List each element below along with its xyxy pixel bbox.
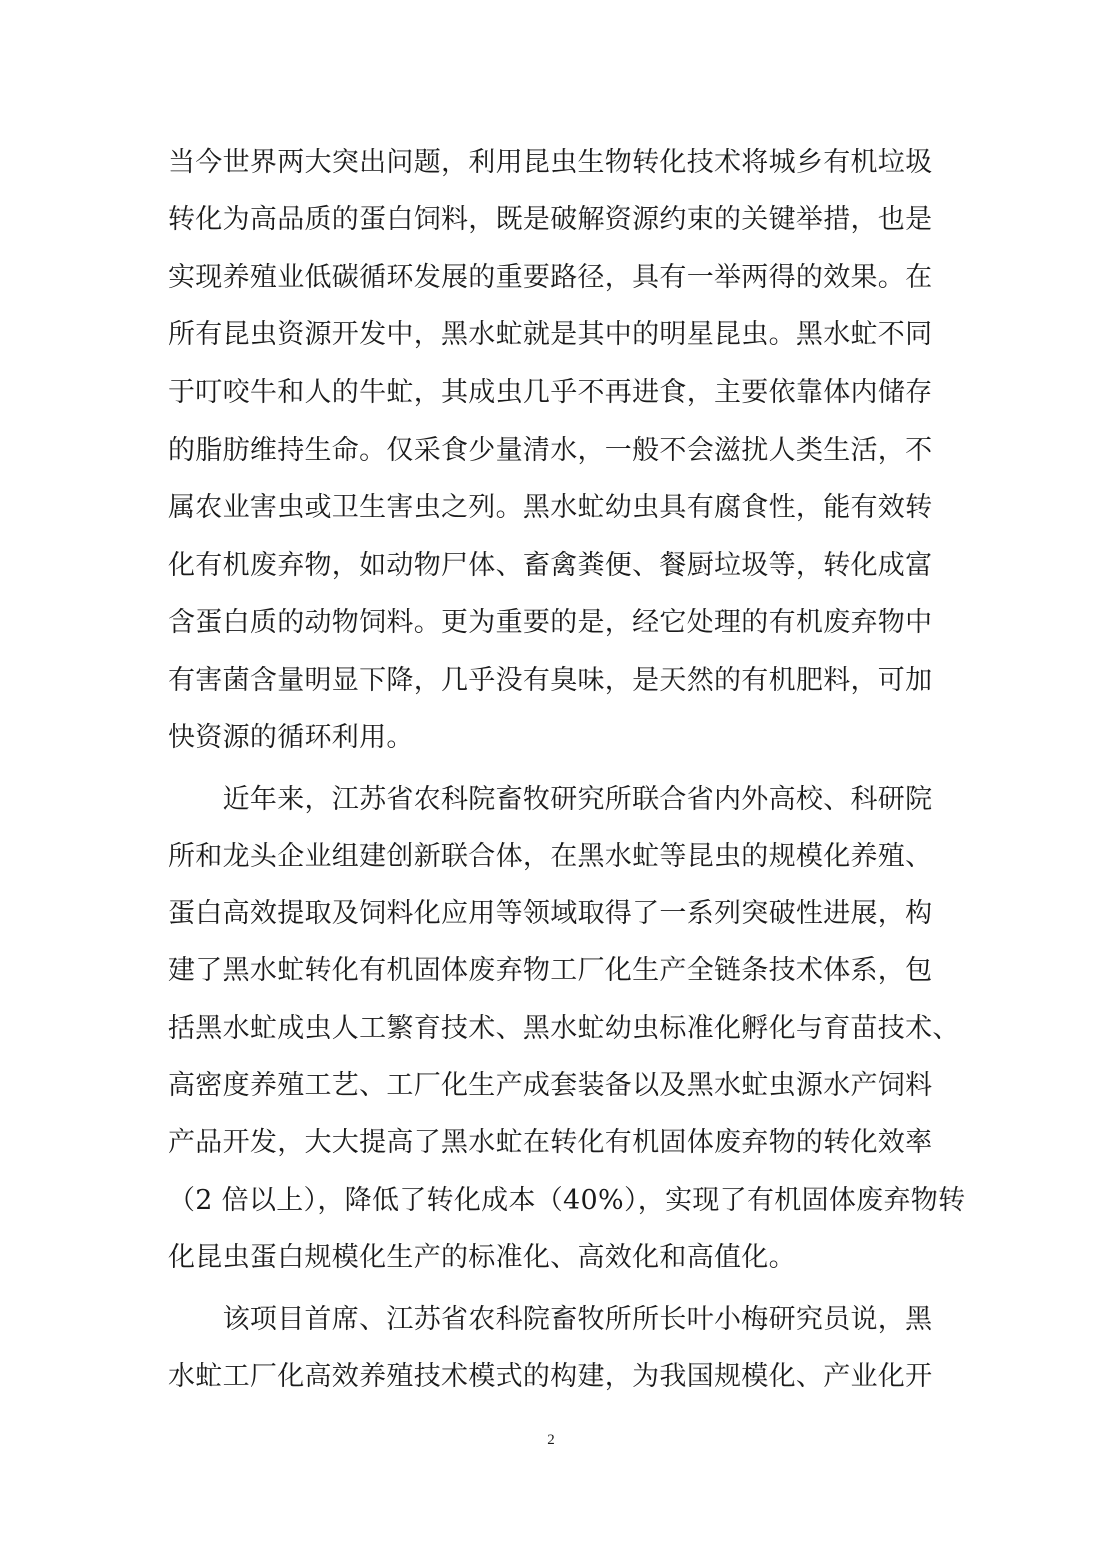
text-line: 括黑水虻成虫人工繁育技术、黑水虻幼虫标准化孵化与育苗技术、 (168, 1013, 960, 1044)
text-line: 化昆虫蛋白规模化生产的标准化、高效化和高值化。 (168, 1242, 796, 1273)
text-line: 于叮咬牛和人的牛虻，其成虫几乎不再进食，主要依靠体内储存 (168, 377, 933, 408)
text-line: 建了黑水虻转化有机固体废弃物工厂化生产全链条技术体系，包 (168, 955, 933, 986)
text-line: 化有机废弃物，如动物尸体、畜禽粪便、餐厨垃圾等，转化成富 (168, 550, 933, 581)
text-line: （2 倍以上），降低了转化成本（40%），实现了有机固体废弃物转 (168, 1185, 966, 1216)
text-line: 高密度养殖工艺、工厂化生产成套装备以及黑水虻虫源水产饲料 (168, 1070, 933, 1101)
text-line: 水虻工厂化高效养殖技术模式的构建，为我国规模化、产业化开 (168, 1361, 933, 1392)
text-line: 快资源的循环利用。 (168, 722, 414, 753)
text-line: 所有昆虫资源开发中，黑水虻就是其中的明星昆虫。黑水虻不同 (168, 319, 933, 350)
text-line: 实现养殖业低碳循环发展的重要路径，具有一举两得的效果。在 (168, 262, 933, 293)
text-line: 蛋白高效提取及饲料化应用等领域取得了一系列突破性进展，构 (168, 898, 933, 929)
text-line: 的脂肪维持生命。仅采食少量清水，一般不会滋扰人类生活，不 (168, 435, 933, 466)
page-number: 2 (547, 1432, 555, 1448)
text-line: 属农业害虫或卫生害虫之列。黑水虻幼虫具有腐食性，能有效转 (168, 492, 933, 523)
text-line: 有害菌含量明显下降，几乎没有臭味，是天然的有机肥料，可加 (168, 665, 933, 696)
text-line: 含蛋白质的动物饲料。更为重要的是，经它处理的有机废弃物中 (168, 607, 933, 638)
text-line: 转化为高品质的蛋白饲料，既是破解资源约束的关键举措，也是 (168, 204, 933, 235)
text-line: 所和龙头企业组建创新联合体，在黑水虻等昆虫的规模化养殖、 (168, 841, 933, 872)
text-line: 该项目首席、江苏省农科院畜牧所所长叶小梅研究员说，黑 (168, 1304, 933, 1335)
text-line: 产品开发，大大提高了黑水虻在转化有机固体废弃物的转化效率 (168, 1127, 933, 1158)
text-line: 近年来，江苏省农科院畜牧研究所联合省内外高校、科研院 (168, 784, 933, 815)
text-line: 当今世界两大突出问题，利用昆虫生物转化技术将城乡有机垃圾 (168, 147, 933, 178)
